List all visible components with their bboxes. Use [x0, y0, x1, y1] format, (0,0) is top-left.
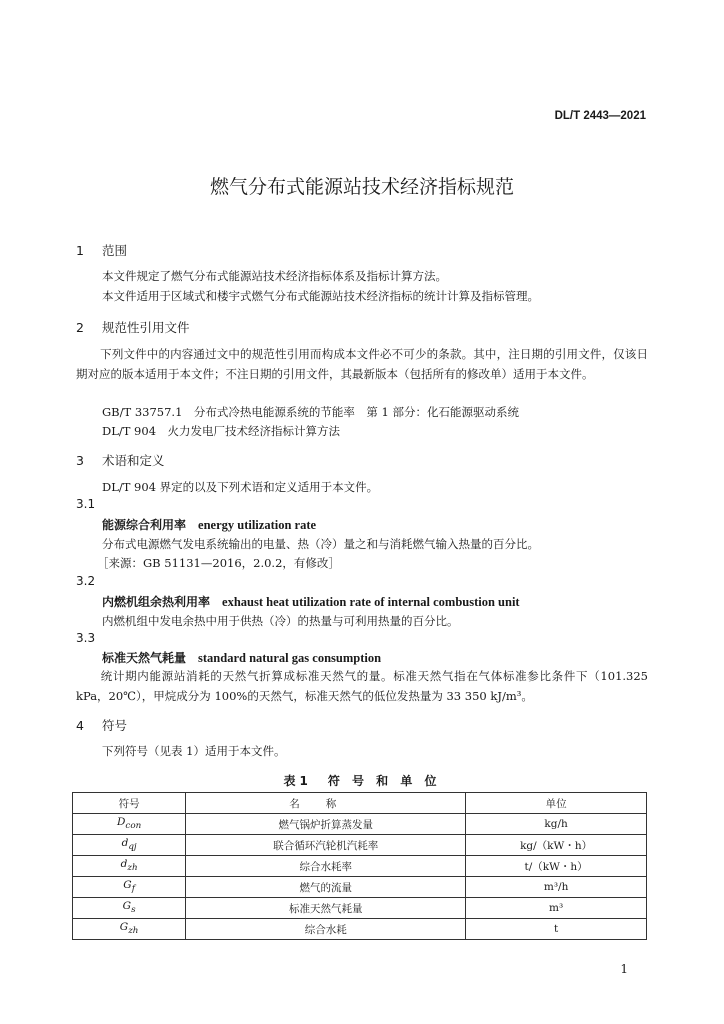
section-4-heading	[76, 716, 127, 734]
section-number: 3	[76, 453, 84, 468]
term-3-2-title	[102, 593, 520, 610]
table-caption: 表1 符 号 和 单 位	[283, 774, 441, 788]
table-row	[73, 919, 647, 940]
term-3-1-definition: 分布式电源燃气发电系统输出的电量、热（冷）量之和与消耗燃气输入热量的百分比。	[102, 537, 539, 551]
symbol-cell: $D_{con}$	[73, 814, 186, 835]
table-row	[73, 856, 647, 877]
symbol-cell: $G_{zh}$	[73, 919, 186, 940]
term-en: exhaust heat utilization rate of internal combustion unit	[222, 595, 520, 609]
table-header-row	[73, 793, 647, 814]
name-cell: 综合水耗	[186, 919, 466, 940]
term-3-1-title	[102, 516, 316, 533]
section-title: 符号	[102, 718, 128, 733]
table-row	[73, 814, 647, 835]
section-number: 2	[76, 320, 84, 335]
term-en: standard natural gas consumption	[198, 651, 382, 665]
name-cell: 标准天然气耗量	[186, 898, 466, 919]
symbol-cell: $d_{qj}$	[73, 835, 186, 856]
term-zh: 能源综合利用率	[102, 518, 187, 532]
section-1-paragraph-1: 本文件规定了燃气分布式能源站技术经济指标体系及指标计算方法。	[102, 269, 447, 283]
symbols-table	[72, 792, 647, 940]
term-3-1-number: 3.1	[76, 497, 96, 511]
term-3-3-title	[102, 649, 381, 666]
header-unit: 单位	[466, 793, 647, 814]
unit-cell: kg/（kW・h）	[466, 835, 647, 856]
name-cell: 燃气的流量	[186, 877, 466, 898]
header-symbol: 符号	[73, 793, 186, 814]
unit-cell: kg/h	[466, 814, 647, 835]
section-2-heading	[76, 318, 190, 336]
section-title: 规范性引用文件	[102, 320, 190, 335]
name-cell: 综合水耗率	[186, 856, 466, 877]
document-title: 燃气分布式能源站技术经济指标规范	[209, 176, 514, 198]
name-cell: 燃气锅炉折算蒸发量	[186, 814, 466, 835]
section-2-paragraph-text: 下列文件中的内容通过文中的规范性引用而构成本文件必不可少的条款。其中，注日期的引用文件，仅该日期对应的版本适用于本文件；不注日期的引用文件，其最新版本（包括所有的修改单）适用于本文件。	[76, 347, 648, 381]
reference-2: DL/T 904 火力发电厂技术经济指标计算方法	[102, 424, 341, 438]
standard-code: DL/T 2443—2021	[554, 110, 646, 122]
unit-cell: m³/h	[466, 877, 647, 898]
symbol-cell: $G_s$	[73, 898, 186, 919]
name-cell: 联合循环汽轮机汽耗率	[186, 835, 466, 856]
section-title: 范围	[102, 243, 128, 258]
table-row	[73, 898, 647, 919]
section-4-intro: 下列符号（见表 1）适用于本文件。	[102, 744, 286, 758]
section-number: 1	[76, 243, 84, 258]
term-en: energy utilization rate	[198, 518, 317, 532]
section-title: 术语和定义	[102, 453, 165, 468]
section-number: 4	[76, 718, 84, 733]
term-3-2-definition: 内燃机组中发电余热中用于供热（冷）的热量与可利用热量的百分比。	[102, 614, 459, 628]
table-row	[73, 877, 647, 898]
section-3-intro: DL/T 904 界定的以及下列术语和定义适用于本文件。	[102, 480, 379, 494]
unit-cell: t/（kW・h）	[466, 856, 647, 877]
header-name: 名称	[186, 793, 466, 814]
term-3-3-number: 3.3	[76, 631, 96, 645]
term-3-2-number: 3.2	[76, 574, 96, 588]
page-number: 1	[620, 962, 628, 976]
term-3-1-source: ［来源：GB 51131—2016，2.0.2，有修改］	[97, 556, 340, 570]
symbol-cell: $G_f$	[73, 877, 186, 898]
term-3-3-definition	[76, 666, 648, 706]
term-zh: 标准天然气耗量	[102, 651, 187, 665]
section-1-heading	[76, 241, 127, 259]
table-row	[73, 835, 647, 856]
reference-1: GB/T 33757.1 分布式冷热电能源系统的节能率 第 1 部分：化石能源驱动系统	[102, 405, 520, 419]
term-3-3-definition-text: 统计期内能源站消耗的天然气折算成标准天然气的量。标准天然气指在气体标准参比条件下（101.325 kPa，20℃），甲烷成分为 100%的天然气，标准天然气的低位发热量为 33 350 kJ/m³。	[76, 669, 648, 703]
unit-cell: m³	[466, 898, 647, 919]
symbol-cell: $d_{zh}$	[73, 856, 186, 877]
unit-cell: t	[466, 919, 647, 940]
term-zh: 内燃机组余热利用率	[102, 595, 211, 609]
section-2-paragraph	[76, 344, 648, 384]
section-1-paragraph-2: 本文件适用于区域式和楼宇式燃气分布式能源站技术经济指标的统计计算及指标管理。	[102, 289, 539, 303]
section-3-heading	[76, 451, 165, 469]
